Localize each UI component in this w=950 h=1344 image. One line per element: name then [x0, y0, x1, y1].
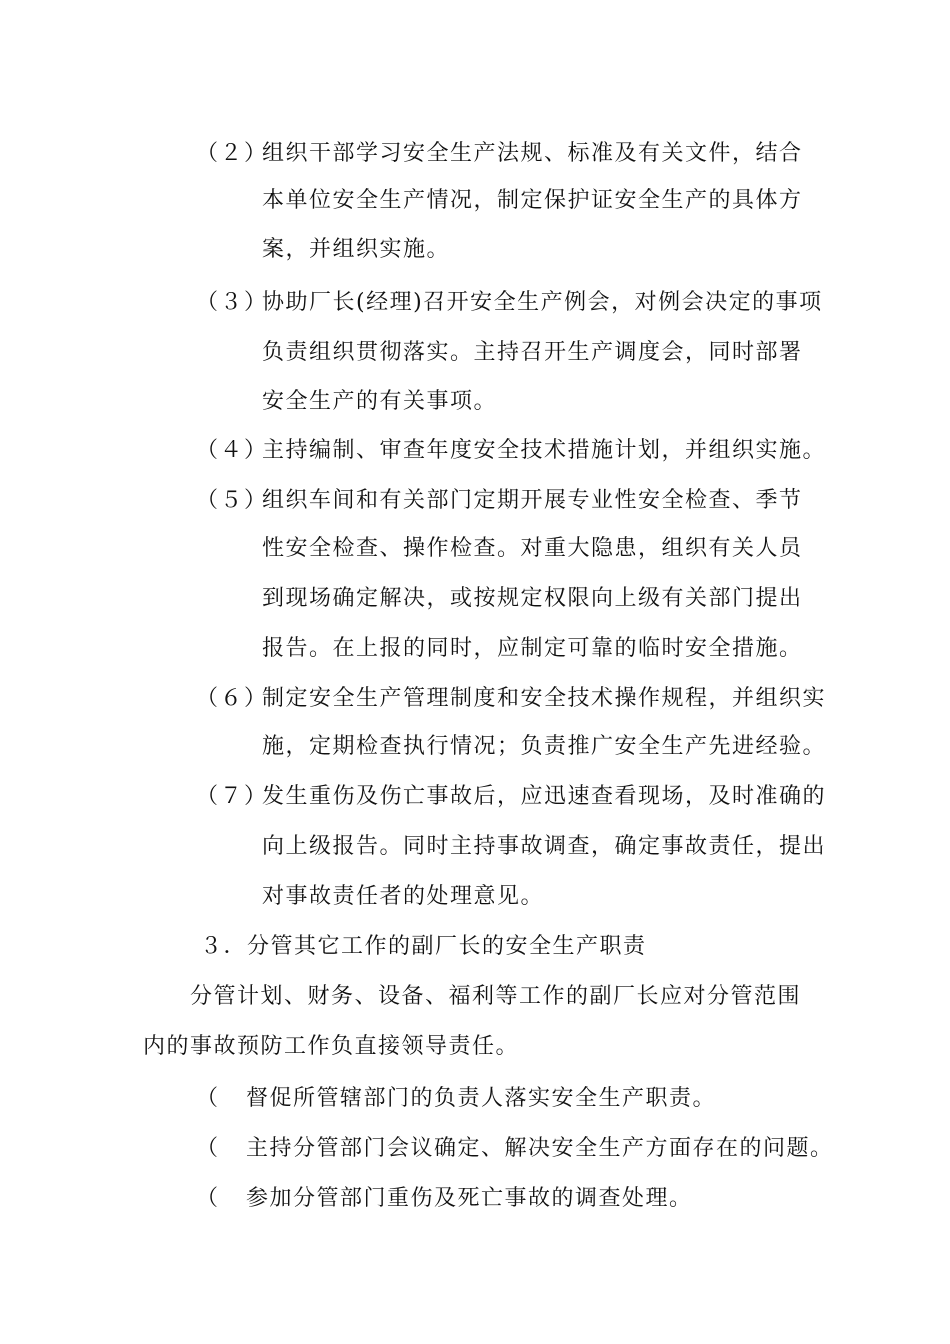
item-text-line: 主持编制、审查年度安全技术措施计划，并组织实施。 [262, 438, 827, 463]
item-text-line: 发生重伤及伤亡事故后，应迅速查看现场，及时准确的 [262, 784, 827, 809]
item-number: （５） [196, 488, 269, 513]
item-text-line: 组织干部学习安全生产法规、标准及有关文件，结合 [262, 141, 803, 166]
item-number: （６） [196, 686, 269, 711]
item-number: （４） [196, 438, 269, 463]
item-number: （２） [196, 141, 269, 166]
item-text-line: 组织车间和有关部门定期开展专业性安全检查、季节 [262, 488, 803, 513]
item-text-line: 负责组织贯彻落实。主持召开生产调度会，同时部署 [262, 340, 803, 365]
sub-item-number: （ [196, 1186, 221, 1211]
sub-item-text: 督促所管辖部门的负责人落实安全生产职责。 [246, 1086, 717, 1111]
item-text-line: 制定安全生产管理制度和安全技术操作规程，并组织实 [262, 686, 827, 711]
sub-item-text: 参加分管部门重伤及死亡事故的调查处理。 [246, 1186, 693, 1211]
item-text-line: 性安全检查、操作检查。对重大隐患，组织有关人员 [262, 536, 803, 561]
item-number: （７） [196, 784, 269, 809]
item-number: （３） [196, 290, 269, 315]
item-text-line: 协助厂长(经理)召开安全生产例会，对例会决定的事项 [262, 290, 823, 315]
paragraph-line: 内的事故预防工作负直接领导责任。 [143, 1034, 520, 1059]
section-heading: ３．分管其它工作的副厂长的安全生产职责 [200, 934, 647, 959]
item-text-line: 对事故责任者的处理意见。 [262, 884, 545, 909]
item-text-line: 到现场确定解决，或按规定权限向上级有关部门提出 [262, 586, 803, 611]
sub-item-text: 主持分管部门会议确定、解决安全生产方面存在的问题。 [246, 1136, 834, 1161]
item-text-line: 施，定期检查执行情况；负责推广安全生产先进经验。 [262, 734, 827, 759]
sub-item-number: （ [196, 1136, 221, 1161]
item-text-line: 本单位安全生产情况，制定保护证安全生产的具体方 [262, 188, 803, 213]
sub-item-number: （ [196, 1086, 221, 1111]
item-text-line: 案，并组织实施。 [262, 237, 451, 262]
item-text-line: 报告。在上报的同时，应制定可靠的临时安全措施。 [262, 636, 803, 661]
paragraph-line: 分管计划、财务、设备、福利等工作的副厂长应对分管范围 [190, 984, 802, 1009]
item-text-line: 向上级报告。同时主持事故调查，确定事故责任，提出 [262, 834, 827, 859]
item-text-line: 安全生产的有关事项。 [262, 389, 498, 414]
